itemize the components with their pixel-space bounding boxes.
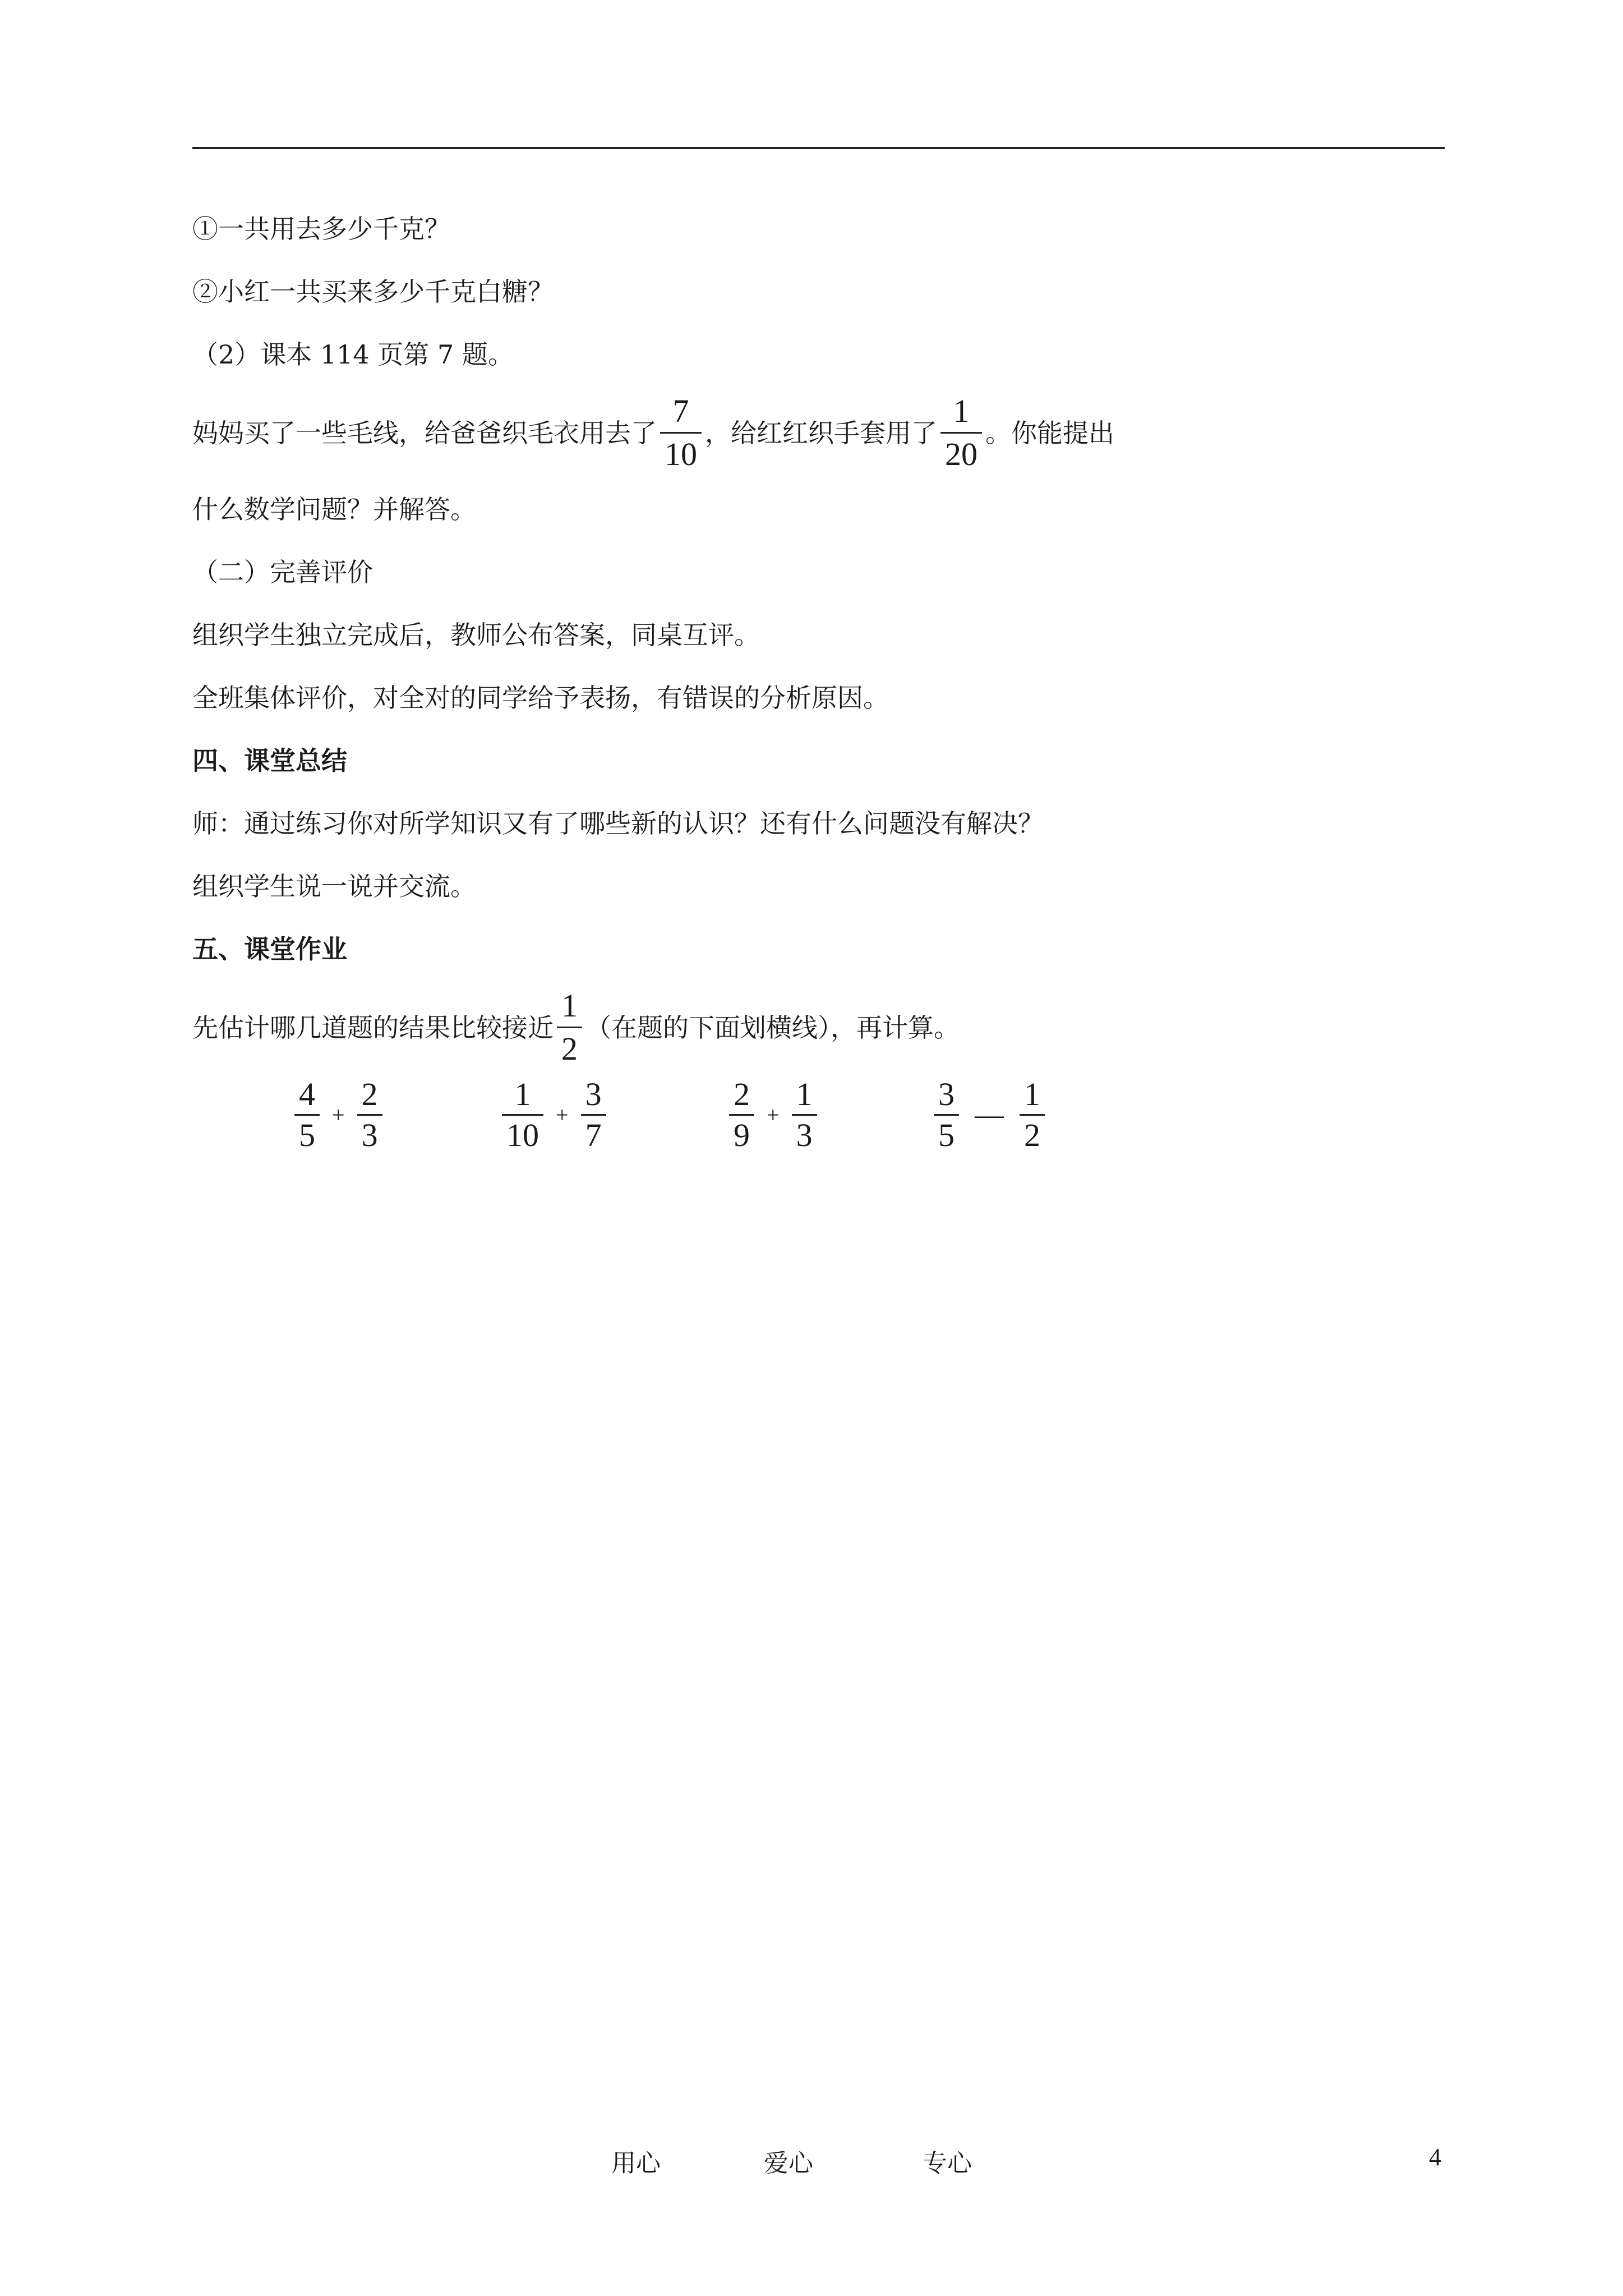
fraction-bar bbox=[581, 1114, 606, 1116]
section-5-heading: 五、课堂作业 bbox=[192, 934, 347, 964]
homework-text-a: 先估计哪几道题的结果比较接近 bbox=[192, 1012, 554, 1043]
footer-word-3: 专心 bbox=[923, 2149, 972, 2178]
fraction bbox=[792, 1077, 817, 1153]
footer-word-1: 用心 bbox=[611, 2149, 661, 2178]
fraction-bar bbox=[557, 1027, 582, 1028]
exercise-1 bbox=[294, 1077, 382, 1153]
fraction-numerator: 2 bbox=[734, 1076, 750, 1112]
exercise-4 bbox=[934, 1077, 1045, 1153]
footer-word-2: 爱心 bbox=[764, 2149, 813, 2178]
fraction-denominator: 10 bbox=[665, 436, 697, 472]
fraction-numerator: 7 bbox=[672, 393, 689, 429]
yarn-problem-text-c: 。你能提出 bbox=[985, 417, 1114, 448]
question-2: ②小红一共买来多少千克白糖？ bbox=[192, 277, 554, 307]
fraction-bar bbox=[660, 432, 702, 434]
fraction-denominator: 2 bbox=[1024, 1117, 1040, 1153]
homework-text-b: （在题的下面划横线），再计算。 bbox=[585, 1012, 960, 1043]
fraction-bar bbox=[934, 1114, 959, 1116]
fraction-numerator: 1 bbox=[796, 1076, 813, 1112]
operator: — bbox=[975, 1099, 1004, 1131]
fraction-denominator: 5 bbox=[299, 1117, 315, 1153]
header-rule bbox=[192, 147, 1445, 149]
yarn-problem-continued: 什么数学问题？并解答。 bbox=[192, 494, 476, 524]
fraction-numerator: 1 bbox=[514, 1076, 531, 1112]
fraction-denominator: 7 bbox=[585, 1117, 602, 1153]
fraction-numerator: 3 bbox=[938, 1076, 955, 1112]
fraction-denominator: 3 bbox=[796, 1117, 813, 1153]
fraction bbox=[357, 1077, 382, 1153]
exercise-2 bbox=[502, 1077, 606, 1153]
yarn-problem-line bbox=[192, 393, 1114, 473]
fraction-denominator: 9 bbox=[734, 1117, 750, 1153]
summary-text-2: 组织学生说一说并交流。 bbox=[192, 871, 476, 901]
page-number: 4 bbox=[1429, 2143, 1441, 2171]
item-textbook-ref: （2）课本 114 页第 7 题。 bbox=[192, 339, 514, 370]
operator: + bbox=[556, 1102, 569, 1128]
evaluation-text-1: 组织学生独立完成后，教师公布答案，同桌互评。 bbox=[192, 620, 760, 650]
fraction-denominator: 5 bbox=[938, 1117, 955, 1153]
yarn-problem-text-a: 妈妈买了一些毛线，给爸爸织毛衣用去了 bbox=[192, 417, 657, 448]
exercise-3 bbox=[729, 1077, 817, 1153]
yarn-problem-text-b: ，给红红织手套用了 bbox=[705, 417, 937, 448]
summary-text-1: 师：通过练习你对所学知识又有了哪些新的认识？还有什么问题没有解决？ bbox=[192, 808, 1044, 839]
fraction-bar bbox=[940, 432, 982, 434]
fraction-bar bbox=[729, 1114, 754, 1116]
fraction-7-10 bbox=[660, 393, 702, 473]
fraction-denominator: 10 bbox=[506, 1117, 539, 1153]
section-evaluation-heading: （二）完善评价 bbox=[192, 557, 373, 587]
fraction-numerator: 4 bbox=[299, 1076, 315, 1112]
fraction-bar bbox=[792, 1114, 817, 1116]
operator: + bbox=[767, 1102, 780, 1128]
fraction bbox=[294, 1077, 320, 1153]
fraction-numerator: 1 bbox=[561, 987, 578, 1024]
fraction-bar bbox=[1020, 1114, 1045, 1116]
section-4-heading: 四、课堂总结 bbox=[192, 746, 347, 776]
homework-instruction bbox=[192, 987, 960, 1068]
fraction-bar bbox=[502, 1114, 543, 1116]
fraction-denominator: 3 bbox=[361, 1117, 378, 1153]
fraction-denominator: 20 bbox=[945, 436, 978, 472]
fraction-1-20 bbox=[940, 393, 982, 473]
fraction-numerator: 3 bbox=[585, 1076, 602, 1112]
evaluation-text-2: 全班集体评价，对全对的同学给予表扬，有错误的分析原因。 bbox=[192, 683, 889, 713]
fraction-numerator: 1 bbox=[1024, 1076, 1040, 1112]
operator: + bbox=[332, 1102, 345, 1128]
fraction-bar bbox=[357, 1114, 382, 1116]
fraction bbox=[502, 1077, 543, 1153]
fraction-denominator: 2 bbox=[561, 1030, 578, 1067]
fraction bbox=[1020, 1077, 1045, 1153]
fraction-numerator: 1 bbox=[953, 393, 970, 429]
fraction-bar bbox=[294, 1114, 320, 1116]
fraction bbox=[934, 1077, 959, 1153]
fraction bbox=[729, 1077, 754, 1153]
fraction-1-2 bbox=[557, 987, 582, 1068]
question-1: ①一共用去多少千克？ bbox=[192, 214, 450, 244]
fraction-numerator: 2 bbox=[361, 1076, 378, 1112]
fraction bbox=[581, 1077, 606, 1153]
